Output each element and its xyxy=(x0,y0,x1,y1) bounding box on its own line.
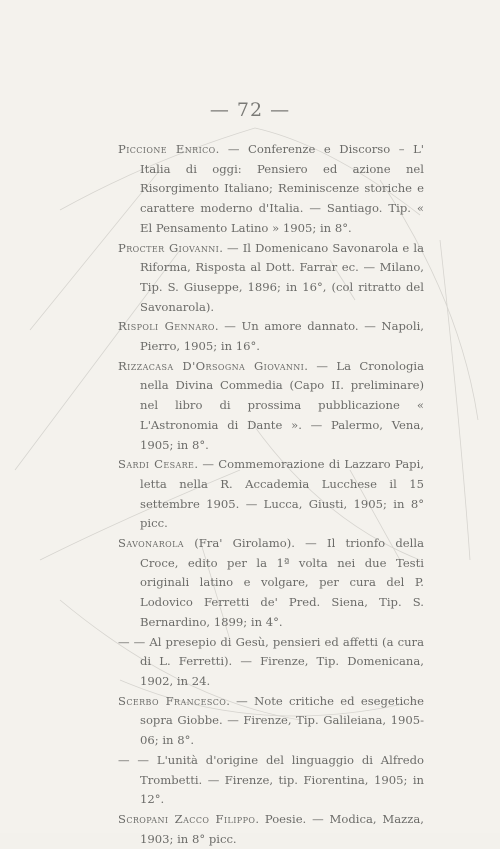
entry-author: Scropani Zacco Filippo xyxy=(118,811,256,826)
entry-author: Piccione Enrico xyxy=(118,142,216,156)
entry-text: — — Al presepio di Gesù, pensieri ed affetti (a cura di L. Ferretti). — Firenze, Tip. Domenicana, 1902, in 24. xyxy=(118,634,424,688)
bibliography-entry xyxy=(118,357,424,456)
entry-text: . — La Cronologia nella Divina Commedia (Capo II. preliminare) nel libro di prossima pubblicazione « L'Astronomia di Dante ». — Palermo, Vena, 1905; in 8°. xyxy=(140,358,424,452)
entry-author: Rispoli Gennaro xyxy=(118,319,215,334)
entry-author: Savonarola xyxy=(118,536,184,551)
bibliography-entry xyxy=(118,751,424,810)
bibliography-entry xyxy=(118,692,424,751)
bibliography-entry xyxy=(118,317,424,356)
entry-text: . — Il Domenicano Savonarola e la Riforma, Risposta al Dott. Farrar ec. — Milano, Tip. S. Giuseppe, 1896; in 16°, (col ritratto del Savonarola). xyxy=(140,240,424,314)
bibliography-entry xyxy=(118,633,424,692)
bibliography-entry xyxy=(118,534,424,633)
entry-author: Sardi Cesare xyxy=(118,457,195,472)
bibliography-entry xyxy=(118,810,424,849)
entry-text: (Fra' Girolamo). — Il trionfo della Croce, edito per la 1ª volta nei due Testi originali latino e volgare, per cura del P. Lodovico Ferretti de' Pred. Siena, Tip. S. Bernardino, 1899; in 4°. xyxy=(140,536,424,629)
entry-author: Rizzacasa D'Orsogna Giovanni xyxy=(118,358,305,373)
entry-author: Procter Giovanni xyxy=(118,240,220,255)
bibliography-list xyxy=(118,140,424,849)
bibliography-entry xyxy=(118,140,424,239)
bibliography-entry xyxy=(118,455,424,534)
entry-text: — — L'unità d'origine del linguaggio di Alfredo Trombetti. — Firenze, tip. Fiorentina, 1905; in 12°. xyxy=(118,752,424,807)
entry-text: . — Note critiche ed esegetiche sopra Giobbe. — Firenze, Tip. Galileiana, 1905-06; in 8°. xyxy=(140,693,424,748)
page-number: — 72 — xyxy=(209,99,291,121)
entry-author: Scerbo Francesco xyxy=(118,693,227,708)
entry-text: . — Un amore dannato. — Napoli, Pierro, 1905; in 16°. xyxy=(140,319,424,354)
entry-text: . — Commemorazione di Lazzaro Papi, letta nella R. Accademia Lucchese il 15 settembre 1905. — Lucca, Giusti, 1905; in 8° picc. xyxy=(140,457,425,531)
entry-text: . — Conferenze e Discorso – L' Italia di oggi: Pensiero ed azione nel Risorgimento Italiano; Reminiscenze storiche e carattere moderno d'Italia. — Santiago. Tip. « El Pensamento Latino » 1905; in 8°. xyxy=(140,142,424,235)
entry-text: . Poesie. — Modica, Mazza, 1903; in 8° picc. xyxy=(140,811,424,846)
bibliography-entry xyxy=(118,239,424,318)
